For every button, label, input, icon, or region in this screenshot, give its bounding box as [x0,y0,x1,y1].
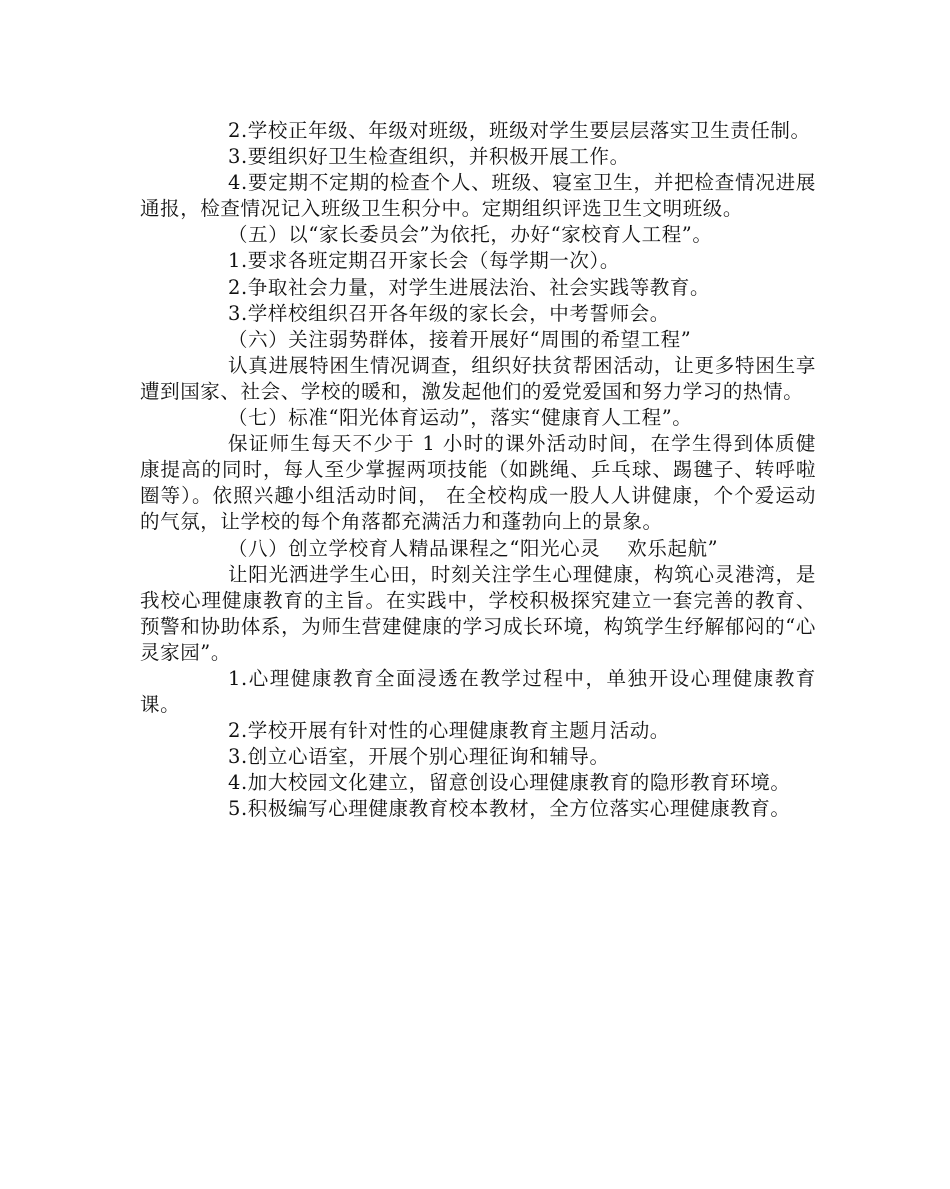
paragraph: 让阳光洒进学生心田，时刻关注学生心理健康，构筑心灵港湾，是我校心理健康教育的主旨。在实践中，学校积极探究建立一套完善的教育、预警和协助体系，为师生营建健康的学习成长环境，构筑学生纾解郁闷的“心灵家园”。 [140,562,816,664]
paragraph: 2.学校开展有针对性的心理健康教育主题月活动。 [228,719,670,743]
paragraph: 保证师生每天不少于 1 小时的课外活动时间，在学生得到体质健康提高的同时，每人至少掌握两项技能（如跳绳、乒乓球、踢毽子、转呼啦圈等）。依照兴趣小组活动时间， 在全校构成一股人人讲健康，个个爱运动的气氛，让学校的每个角落都充满活力和蓬勃向上的景象。 [140,432,816,534]
paragraph: 4.加大校园文化建立，留意创设心理健康教育的隐形教育环境。 [228,771,791,795]
section-heading: （八）创立学校育人精品课程之“阳光心灵 欢乐起航” [228,536,719,560]
document-body [140,118,816,823]
paragraph: 3.创立心语室，开展个别心理征询和辅导。 [228,745,610,769]
paragraph: 4.要定期不定期的检查个人、班级、寝室卫生，并把检查情况进展通报，检查情况记入班级卫生积分中。定期组织评选卫生文明班级。 [140,171,816,221]
paragraph: 2.争取社会力量，对学生进展法治、社会实践等教育。 [228,275,711,299]
paragraph: 认真进展特困生情况调查，组织好扶贫帮困活动，让更多特困生享遭到国家、社会、学校的暖和，激发起他们的爱党爱国和努力学习的热情。 [140,353,816,403]
section-heading: （七）标准“阳光体育运动”，落实“健康育人工程”。 [228,406,693,430]
paragraph: 3.学样校组织召开各年级的家长会，中考誓师会。 [228,301,670,325]
paragraph: 2.学校正年级、年级对班级，班级对学生要层层落实卫生责任制。 [228,119,811,142]
paragraph: 3.要组织好卫生检查组织，并积极开展工作。 [228,145,630,169]
paragraph: 5.积极编写心理健康教育校本教材，全方位落实心理健康教育。 [228,797,791,821]
paragraph: 1.心理健康教育全面浸透在教学过程中，单独开设心理健康教育课。 [140,666,816,717]
paragraph: 1.要求各班定期召开家长会（每学期一次）。 [228,249,620,273]
section-heading: （六）关注弱势群体，接着开展好“周围的希望工程” [228,327,692,351]
section-heading: （五）以“家长委员会”为依托，办好“家校育人工程”。 [228,223,713,247]
